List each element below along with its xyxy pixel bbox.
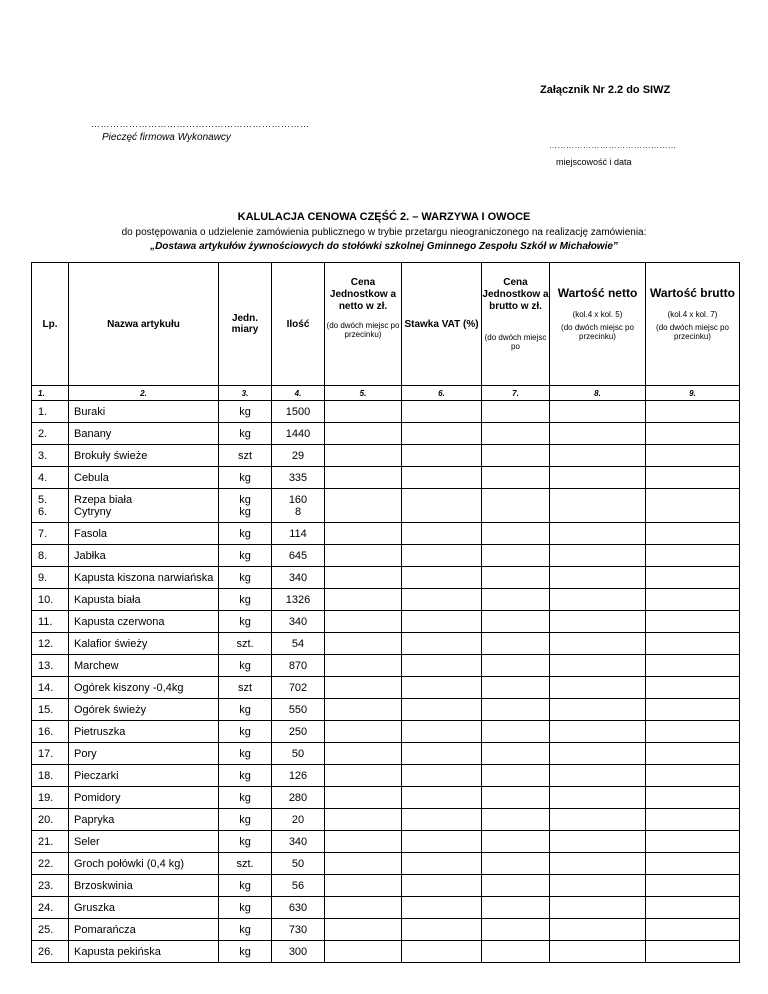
table-row [32, 831, 740, 853]
gross-unit-price-cell [482, 765, 550, 787]
net-unit-price-cell [325, 875, 402, 897]
row-number: 22. [32, 853, 69, 875]
item-name: Buraki [69, 401, 219, 423]
gross-value-cell [646, 489, 740, 523]
item-quantity: 29 [272, 445, 325, 467]
item-name: Kalafior świeży [69, 633, 219, 655]
row-number: 8. [32, 545, 69, 567]
item-quantity: 20 [272, 809, 325, 831]
gross-value-cell [646, 545, 740, 567]
net-value-cell [550, 941, 646, 963]
vat-rate-cell [402, 743, 482, 765]
row-number: 2. [32, 423, 69, 445]
net-value-cell [550, 787, 646, 809]
column-number: 8. [550, 386, 646, 401]
net-unit-price-cell [325, 545, 402, 567]
gross-unit-price-cell [482, 489, 550, 523]
table-row [32, 611, 740, 633]
vat-rate-cell [402, 699, 482, 721]
item-unit: kg [219, 611, 272, 633]
table-row [32, 445, 740, 467]
table-row [32, 875, 740, 897]
item-quantity: 50 [272, 743, 325, 765]
gross-value-cell [646, 721, 740, 743]
net-unit-price-cell [325, 809, 402, 831]
item-unit: kg [219, 897, 272, 919]
header-row [32, 263, 740, 386]
net-value-cell [550, 523, 646, 545]
item-unit: szt [219, 677, 272, 699]
net-unit-price-cell [325, 423, 402, 445]
net-unit-price-cell [325, 743, 402, 765]
item-quantity: 54 [272, 633, 325, 655]
item-name-value: Rzepa biała [74, 493, 133, 506]
item-quantity: 335 [272, 467, 325, 489]
column-number-row [32, 386, 740, 401]
net-unit-price-cell [325, 567, 402, 589]
item-name: Kapusta czerwona [69, 611, 219, 633]
item-quantity: 550 [272, 699, 325, 721]
gross-value-cell [646, 919, 740, 941]
net-value-cell [550, 919, 646, 941]
item-quantity: 280 [272, 787, 325, 809]
item-name [69, 489, 219, 523]
vat-rate-cell [402, 489, 482, 523]
gross-value-cell [646, 633, 740, 655]
vat-rate-cell [402, 941, 482, 963]
gross-value-cell [646, 743, 740, 765]
net-value-cell [550, 655, 646, 677]
net-unit-price-cell [325, 445, 402, 467]
intro-text: do postępowania o udzielenie zamówienia publicznego w trybie przetargu nieograniczonego na realizację zamówienia: [121, 227, 647, 238]
row-number: 9. [32, 567, 69, 589]
vat-rate-cell [402, 677, 482, 699]
gross-value-cell [646, 401, 740, 423]
header-net-value-label: Wartość netto [557, 286, 638, 300]
order-subject: „Dostawa artykułów żywnościowych do stołówki szkolnej Gminnego Zespołu Szkół w Michałowie” [150, 241, 618, 252]
gross-unit-price-cell [482, 611, 550, 633]
item-unit: szt. [219, 633, 272, 655]
item-name: Ogórek świeży [69, 699, 219, 721]
item-unit: kg [219, 545, 272, 567]
header-qty: Ilość [272, 263, 325, 386]
item-unit: kg [219, 941, 272, 963]
vat-rate-cell [402, 831, 482, 853]
vat-rate-cell [402, 445, 482, 467]
items-body [32, 401, 740, 963]
net-value-cell [550, 633, 646, 655]
vat-rate-cell [402, 721, 482, 743]
vat-rate-cell [402, 423, 482, 445]
item-quantity: 56 [272, 875, 325, 897]
column-number: 9. [646, 386, 740, 401]
table-row [32, 853, 740, 875]
item-name: Fasola [69, 523, 219, 545]
item-quantity: 730 [272, 919, 325, 941]
item-name: Brzoskwinia [69, 875, 219, 897]
column-number: 6. [402, 386, 482, 401]
item-unit: kg [219, 919, 272, 941]
table-row [32, 589, 740, 611]
item-quantity: 1326 [272, 589, 325, 611]
item-unit: kg [219, 721, 272, 743]
item-unit: kg [219, 467, 272, 489]
column-number: 4. [272, 386, 325, 401]
vat-rate-cell [402, 765, 482, 787]
net-value-cell [550, 809, 646, 831]
item-name: Kapusta kiszona narwiańska [69, 567, 219, 589]
item-quantity: 702 [272, 677, 325, 699]
item-unit: kg [219, 809, 272, 831]
net-value-cell [550, 699, 646, 721]
gross-unit-price-cell [482, 589, 550, 611]
item-unit: kg [219, 589, 272, 611]
item-unit: kg [219, 401, 272, 423]
item-name: Pomarańcza [69, 919, 219, 941]
item-name: Seler [69, 831, 219, 853]
net-value-cell [550, 423, 646, 445]
vat-rate-cell [402, 467, 482, 489]
column-number: 2. [69, 386, 219, 401]
item-unit: kg [219, 655, 272, 677]
net-unit-price-cell [325, 655, 402, 677]
item-name: Papryka [69, 809, 219, 831]
table-row [32, 897, 740, 919]
header-net-price [325, 263, 402, 386]
net-unit-price-cell [325, 467, 402, 489]
header-unit: Jedn. miary [219, 263, 272, 386]
gross-unit-price-cell [482, 897, 550, 919]
header-net-value [550, 263, 646, 386]
row-number: 26. [32, 941, 69, 963]
item-unit: kg [219, 765, 272, 787]
net-value-cell [550, 401, 646, 423]
gross-value-cell [646, 853, 740, 875]
vat-rate-cell [402, 655, 482, 677]
row-number: 17. [32, 743, 69, 765]
vat-rate-cell [402, 875, 482, 897]
item-unit: szt [219, 445, 272, 467]
item-unit: kg [219, 743, 272, 765]
item-unit: kg [219, 567, 272, 589]
gross-value-cell [646, 467, 740, 489]
net-unit-price-cell [325, 523, 402, 545]
vat-rate-cell [402, 611, 482, 633]
net-unit-price-cell [325, 941, 402, 963]
net-value-cell [550, 467, 646, 489]
net-unit-price-cell [325, 677, 402, 699]
header-net-value-formula: (kol.4 x kol. 5) [572, 310, 623, 319]
header-gross-value-label: Wartość brutto [650, 286, 735, 300]
gross-unit-price-cell [482, 423, 550, 445]
net-unit-price-cell [325, 853, 402, 875]
item-unit: szt. [219, 853, 272, 875]
vat-rate-cell [402, 919, 482, 941]
header-net-value-note: (do dwóch miejsc po przecinku) [561, 323, 634, 341]
table-row [32, 401, 740, 423]
net-value-cell [550, 445, 646, 467]
row-number: 13. [32, 655, 69, 677]
net-value-cell [550, 897, 646, 919]
header-vat: Stawka VAT (%) [402, 263, 482, 386]
vat-rate-cell [402, 809, 482, 831]
gross-unit-price-cell [482, 787, 550, 809]
stamp-label: Pieczęć firmowa Wykonawcy [102, 132, 231, 143]
item-quantity: 1500 [272, 401, 325, 423]
item-unit [219, 489, 272, 523]
item-name: Banany [69, 423, 219, 445]
table-row [32, 941, 740, 963]
row-number-value: 6. [38, 505, 48, 518]
place-date-label: miejscowość i data [556, 157, 632, 167]
gross-unit-price-cell [482, 875, 550, 897]
row-number: 21. [32, 831, 69, 853]
gross-value-cell [646, 941, 740, 963]
row-number: 12. [32, 633, 69, 655]
item-quantity-value: 8 [294, 505, 302, 518]
row-number: 15. [32, 699, 69, 721]
gross-unit-price-cell [482, 633, 550, 655]
item-quantity [272, 489, 325, 523]
net-unit-price-cell [325, 633, 402, 655]
item-unit: kg [219, 699, 272, 721]
vat-rate-cell [402, 589, 482, 611]
header-name: Nazwa artykułu [69, 263, 219, 386]
net-unit-price-cell [325, 401, 402, 423]
item-name: Pieczarki [69, 765, 219, 787]
net-value-cell [550, 831, 646, 853]
header-gross-value [646, 263, 740, 386]
vat-rate-cell [402, 523, 482, 545]
column-number: 5. [325, 386, 402, 401]
net-unit-price-cell [325, 831, 402, 853]
vat-rate-cell [402, 897, 482, 919]
gross-value-cell [646, 875, 740, 897]
row-number: 23. [32, 875, 69, 897]
row-number: 16. [32, 721, 69, 743]
row-number [32, 489, 69, 523]
row-number: 25. [32, 919, 69, 941]
gross-unit-price-cell [482, 523, 550, 545]
table-row [32, 489, 740, 523]
net-unit-price-cell [325, 589, 402, 611]
item-name: Jabłka [69, 545, 219, 567]
item-quantity-value: 160 [288, 493, 308, 506]
row-number: 7. [32, 523, 69, 545]
gross-unit-price-cell [482, 809, 550, 831]
item-name: Kapusta biała [69, 589, 219, 611]
row-number: 20. [32, 809, 69, 831]
row-number: 24. [32, 897, 69, 919]
gross-value-cell [646, 655, 740, 677]
gross-value-cell [646, 787, 740, 809]
vat-rate-cell [402, 567, 482, 589]
table-row [32, 699, 740, 721]
price-calculation-table [31, 262, 740, 963]
gross-unit-price-cell [482, 699, 550, 721]
row-number: 1. [32, 401, 69, 423]
item-quantity: 250 [272, 721, 325, 743]
table-row [32, 523, 740, 545]
annex-label: Załącznik Nr 2.2 do SIWZ [540, 84, 671, 96]
item-quantity: 126 [272, 765, 325, 787]
net-unit-price-cell [325, 919, 402, 941]
gross-unit-price-cell [482, 721, 550, 743]
gross-value-cell [646, 809, 740, 831]
net-value-cell [550, 743, 646, 765]
table-row [32, 423, 740, 445]
item-quantity: 870 [272, 655, 325, 677]
net-unit-price-cell [325, 721, 402, 743]
item-name: Brokuły świeże [69, 445, 219, 467]
gross-value-cell [646, 897, 740, 919]
column-number: 3. [219, 386, 272, 401]
item-name: Pory [69, 743, 219, 765]
item-quantity: 630 [272, 897, 325, 919]
place-date-line: ……………………………………… [549, 141, 677, 150]
table-row [32, 919, 740, 941]
row-number: 11. [32, 611, 69, 633]
gross-unit-price-cell [482, 655, 550, 677]
item-unit-value: kg [239, 493, 251, 506]
table-row [32, 633, 740, 655]
gross-unit-price-cell [482, 677, 550, 699]
row-number: 14. [32, 677, 69, 699]
item-name: Gruszka [69, 897, 219, 919]
net-value-cell [550, 677, 646, 699]
net-value-cell [550, 875, 646, 897]
row-number-value: 5. [38, 493, 48, 506]
item-name: Groch połówki (0,4 kg) [69, 853, 219, 875]
item-quantity: 340 [272, 567, 325, 589]
net-value-cell [550, 853, 646, 875]
row-number: 19. [32, 787, 69, 809]
row-number: 4. [32, 467, 69, 489]
table-row [32, 545, 740, 567]
table-row [32, 809, 740, 831]
item-quantity: 50 [272, 853, 325, 875]
gross-unit-price-cell [482, 853, 550, 875]
table-row [32, 655, 740, 677]
vat-rate-cell [402, 853, 482, 875]
item-name: Pietruszka [69, 721, 219, 743]
row-number: 10. [32, 589, 69, 611]
item-name-value: Cytryny [74, 505, 112, 518]
net-value-cell [550, 589, 646, 611]
gross-unit-price-cell [482, 467, 550, 489]
header-gross-price-label: Cena Jednostkow a brutto w zł. [482, 277, 549, 312]
vat-rate-cell [402, 787, 482, 809]
header-gross-price-note: (do dwóch miejsc po [484, 333, 547, 351]
table-row [32, 467, 740, 489]
gross-value-cell [646, 611, 740, 633]
item-quantity: 114 [272, 523, 325, 545]
item-name: Kapusta pekińska [69, 941, 219, 963]
net-unit-price-cell [325, 611, 402, 633]
row-number: 18. [32, 765, 69, 787]
gross-unit-price-cell [482, 743, 550, 765]
item-unit: kg [219, 787, 272, 809]
header-gross-price [482, 263, 550, 386]
item-unit: kg [219, 423, 272, 445]
item-quantity: 340 [272, 831, 325, 853]
item-quantity: 1440 [272, 423, 325, 445]
vat-rate-cell [402, 545, 482, 567]
net-unit-price-cell [325, 787, 402, 809]
item-quantity: 300 [272, 941, 325, 963]
table-row [32, 787, 740, 809]
header-gross-value-formula: (kol.4 x kol. 7) [667, 310, 718, 319]
net-unit-price-cell [325, 699, 402, 721]
gross-value-cell [646, 765, 740, 787]
stamp-line: …………………………………………………………… [91, 119, 310, 129]
net-value-cell [550, 765, 646, 787]
item-name: Cebula [69, 467, 219, 489]
net-value-cell [550, 567, 646, 589]
item-unit-value: kg [239, 505, 251, 518]
column-number: 7. [482, 386, 550, 401]
gross-value-cell [646, 567, 740, 589]
gross-value-cell [646, 523, 740, 545]
header-net-price-note: (do dwóch miejsc po przecinku) [326, 321, 400, 339]
table-row [32, 677, 740, 699]
gross-value-cell [646, 589, 740, 611]
gross-value-cell [646, 831, 740, 853]
net-value-cell [550, 545, 646, 567]
gross-unit-price-cell [482, 445, 550, 467]
header-lp: Lp. [32, 263, 69, 386]
item-quantity: 340 [272, 611, 325, 633]
gross-unit-price-cell [482, 941, 550, 963]
gross-value-cell [646, 699, 740, 721]
gross-unit-price-cell [482, 919, 550, 941]
item-unit: kg [219, 831, 272, 853]
gross-unit-price-cell [482, 831, 550, 853]
table-row [32, 765, 740, 787]
item-quantity: 645 [272, 545, 325, 567]
item-name: Marchew [69, 655, 219, 677]
gross-value-cell [646, 445, 740, 467]
item-unit: kg [219, 523, 272, 545]
table-row [32, 567, 740, 589]
item-name: Pomidory [69, 787, 219, 809]
gross-value-cell [646, 423, 740, 445]
vat-rate-cell [402, 401, 482, 423]
vat-rate-cell [402, 633, 482, 655]
gross-unit-price-cell [482, 545, 550, 567]
gross-unit-price-cell [482, 401, 550, 423]
net-unit-price-cell [325, 897, 402, 919]
gross-unit-price-cell [482, 567, 550, 589]
net-value-cell [550, 611, 646, 633]
column-number: 1. [32, 386, 69, 401]
table-row [32, 721, 740, 743]
net-value-cell [550, 489, 646, 523]
item-name: Ogórek kiszony -0,4kg [69, 677, 219, 699]
gross-value-cell [646, 677, 740, 699]
net-unit-price-cell [325, 489, 402, 523]
header-gross-value-note: (do dwóch miejsc po przecinku) [656, 323, 729, 341]
item-unit: kg [219, 875, 272, 897]
net-unit-price-cell [325, 765, 402, 787]
net-value-cell [550, 721, 646, 743]
document-title: KALULACJA CENOWA CZĘŚĆ 2. – WARZYWA I OWOCE [237, 211, 531, 223]
header-net-price-label: Cena Jednostkow a netto w zł. [329, 277, 397, 312]
row-number: 3. [32, 445, 69, 467]
table-row [32, 743, 740, 765]
